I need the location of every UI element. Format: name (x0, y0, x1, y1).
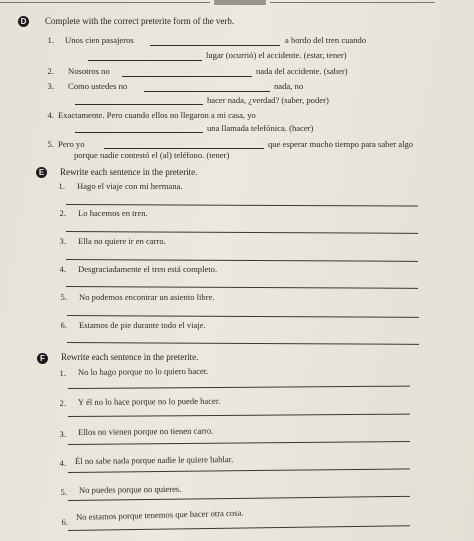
item-text: una llamada telefónica. (hacer) (207, 123, 314, 133)
section-f-instruction: Rewrite each sentence in the preterite. (61, 352, 199, 362)
item-text: No lo hago porque no lo quiero hacer. (77, 365, 209, 377)
item-number: 3. (47, 81, 54, 91)
answer-line[interactable] (66, 204, 418, 207)
item-text: No estamos porque tenemos que hacer otra cosa. (75, 507, 244, 522)
answer-blank[interactable] (122, 76, 252, 77)
item-text: nada del accidente. (saber) (256, 66, 348, 76)
item-text: Lo hacemos en tren. (78, 208, 148, 218)
answer-blank[interactable] (75, 104, 203, 105)
item-number: 5. (47, 139, 54, 149)
item-text: que esperar mucho tiempo para saber algo (268, 139, 414, 149)
answer-line[interactable] (68, 525, 410, 531)
section-e-badge: E (36, 167, 47, 178)
answer-line[interactable] (66, 231, 418, 234)
item-number: 3. (59, 429, 66, 439)
item-number: 4. (47, 110, 54, 120)
item-text: Estamos de pie durante todo el viaje. (79, 320, 206, 330)
answer-blank[interactable] (150, 45, 280, 46)
item-number: 1. (47, 35, 54, 45)
section-e-instruction: Rewrite each sentence in the preterite. (60, 167, 198, 177)
item-number: 2. (59, 398, 66, 408)
item-text: Exactamente. Pero cuando ellos no llegaron a mi casa, yo (58, 110, 256, 120)
item-number: 3. (59, 236, 66, 246)
section-d-instruction: Complete with the correct preterite form of the verb. (45, 16, 235, 26)
item-number: 2. (59, 208, 66, 218)
item-text: lugar (ocurrió) el accidente. (estar, tener) (206, 50, 347, 60)
answer-line[interactable] (66, 286, 418, 289)
answer-line[interactable] (67, 342, 419, 345)
item-number: 4. (59, 458, 66, 468)
answer-line[interactable] (68, 496, 410, 501)
answer-blank[interactable] (75, 132, 203, 133)
item-number: 5. (60, 292, 67, 302)
item-text: Ellos no vienen porque no tienen carro. (77, 425, 214, 437)
answer-line[interactable] (66, 259, 418, 262)
item-text: Desgraciadamente el tren está completo. (78, 264, 218, 274)
item-text: Hago el viaje con mi hermana. (77, 181, 183, 191)
answer-line[interactable] (68, 414, 410, 417)
item-number: 5. (60, 487, 67, 497)
answer-blank[interactable] (144, 91, 270, 92)
item-text: Ella no quiere ir en carro. (78, 236, 166, 246)
item-text: nada, no (274, 81, 304, 91)
answer-line[interactable] (68, 441, 410, 445)
header-rule (270, 2, 435, 3)
item-text: hacer nada, ¿verdad? (saber, poder) (207, 95, 329, 105)
item-number: 1. (59, 368, 66, 378)
item-text: Como ustedes no (68, 81, 128, 91)
item-text: No puedes porque no quieres. (78, 483, 182, 495)
section-d-badge: D (18, 16, 29, 27)
item-text: a bordo del tren cuando (285, 35, 367, 45)
header-rule (0, 2, 210, 3)
answer-line[interactable] (68, 468, 410, 473)
item-text: Unos cien pasajeros (65, 35, 134, 45)
item-text: Y él no lo hace porque no lo puede hacer. (77, 395, 221, 407)
item-text: porque nadie contestó el (al) teléfono. (tener) (74, 150, 230, 160)
answer-line[interactable] (68, 386, 410, 389)
item-text: Él no sabe nada porque nadie le quiere hablar. (74, 454, 234, 466)
item-number: 6. (60, 320, 67, 330)
answer-blank[interactable] (104, 148, 264, 149)
item-number: 2. (47, 66, 54, 76)
item-text: Pero yo (58, 139, 85, 149)
item-number: 1. (58, 181, 65, 191)
answer-blank[interactable] (88, 60, 202, 61)
item-number: 6. (61, 517, 68, 527)
header-strip (214, 0, 266, 5)
item-text: No podemos encontrar un asiento libre. (79, 292, 215, 302)
item-number: 4. (59, 264, 66, 274)
section-f-badge: F (37, 353, 48, 364)
item-text: Nosotros no (68, 66, 110, 76)
answer-line[interactable] (67, 315, 419, 318)
